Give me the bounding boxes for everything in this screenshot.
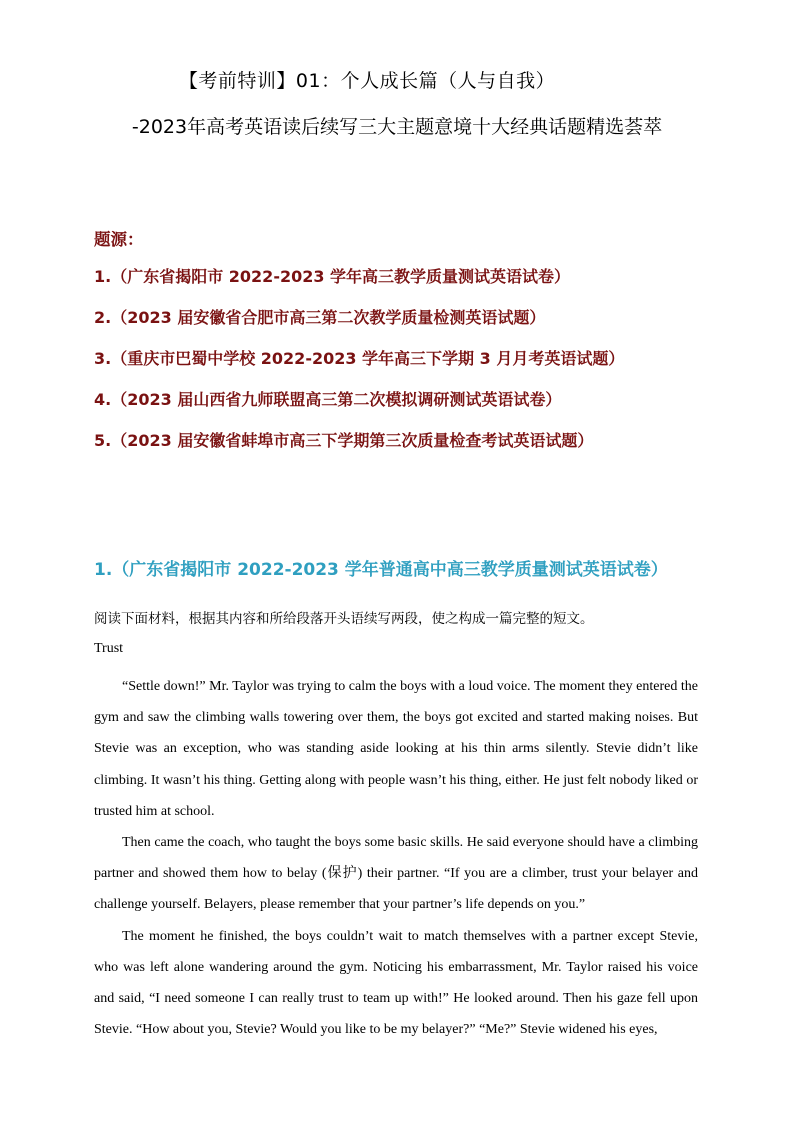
passage-title: Trust [94, 641, 124, 656]
passage-body [94, 671, 698, 1045]
section-heading: 1.（广东省揭阳市 2022-2023 学年普通高中高三教学质量测试英语试卷） [94, 560, 668, 580]
sources-list [94, 265, 624, 470]
passage-paragraph: The moment he finished, the boys couldn’t wait to match themselves with a partner except Stevie, who was left alone wandering around the gym. Noticing his embarrassment, Mr. Taylor raised his voice and said, “I need someone I can really trust to team up with!” He looked around. Then his gaze fell upon Stevie. “How about you, Stevie? Would you like to be my belayer?” “Me?” Stevie widened his eyes, [94, 928, 698, 1038]
document-subtitle: -2023年高考英语读后续写三大主题意境十大经典话题精选荟萃 [131, 116, 663, 138]
source-item: 2.（2023 届安徽省合肥市高三第二次教学质量检测英语试题） [94, 308, 546, 327]
passage-paragraph: Then came the coach, who taught the boys some basic skills. He said everyone should have a climbing partner and showed them how to belay (保护) their partner. “If you are a climber, trust your belayer and challenge yourself. Belayers, please remember that your partner’s life depends on you.” [94, 835, 698, 913]
source-item: 4.（2023 届山西省九师联盟高三第二次模拟调研测试英语试卷） [94, 390, 562, 409]
source-item: 1.（广东省揭阳市 2022-2023 学年高三教学质量测试英语试卷） [94, 267, 571, 286]
sources-heading: 题源： [94, 230, 144, 249]
title-line-1: 【考前特训】01：个人成长篇（人与自我） [178, 70, 556, 92]
document-title [0, 66, 794, 93]
source-item: 3.（重庆市巴蜀中学校 2022-2023 学年高三下学期 3 月月考英语试题） [94, 349, 625, 368]
source-item: 5.（2023 届安徽省蚌埠市高三下学期第三次质量检查考试英语试题） [94, 431, 594, 450]
instruction-text: 阅读下面材料，根据其内容和所给段落开头语续写两段，使之构成一篇完整的短文。 [94, 611, 594, 627]
passage-paragraph: “Settle down!” Mr. Taylor was trying to calm the boys with a loud voice. The moment they entered the gym and saw the climbing walls towering over them, the boys got excited and started making noises. But Stevie was an exception, who was standing aside looking at his thin arms silently. Stevie didn’t like climbing. It wasn’t his thing. Getting along with people wasn’t his thing, either. He just felt nobody liked or trusted him at school. [94, 679, 698, 819]
